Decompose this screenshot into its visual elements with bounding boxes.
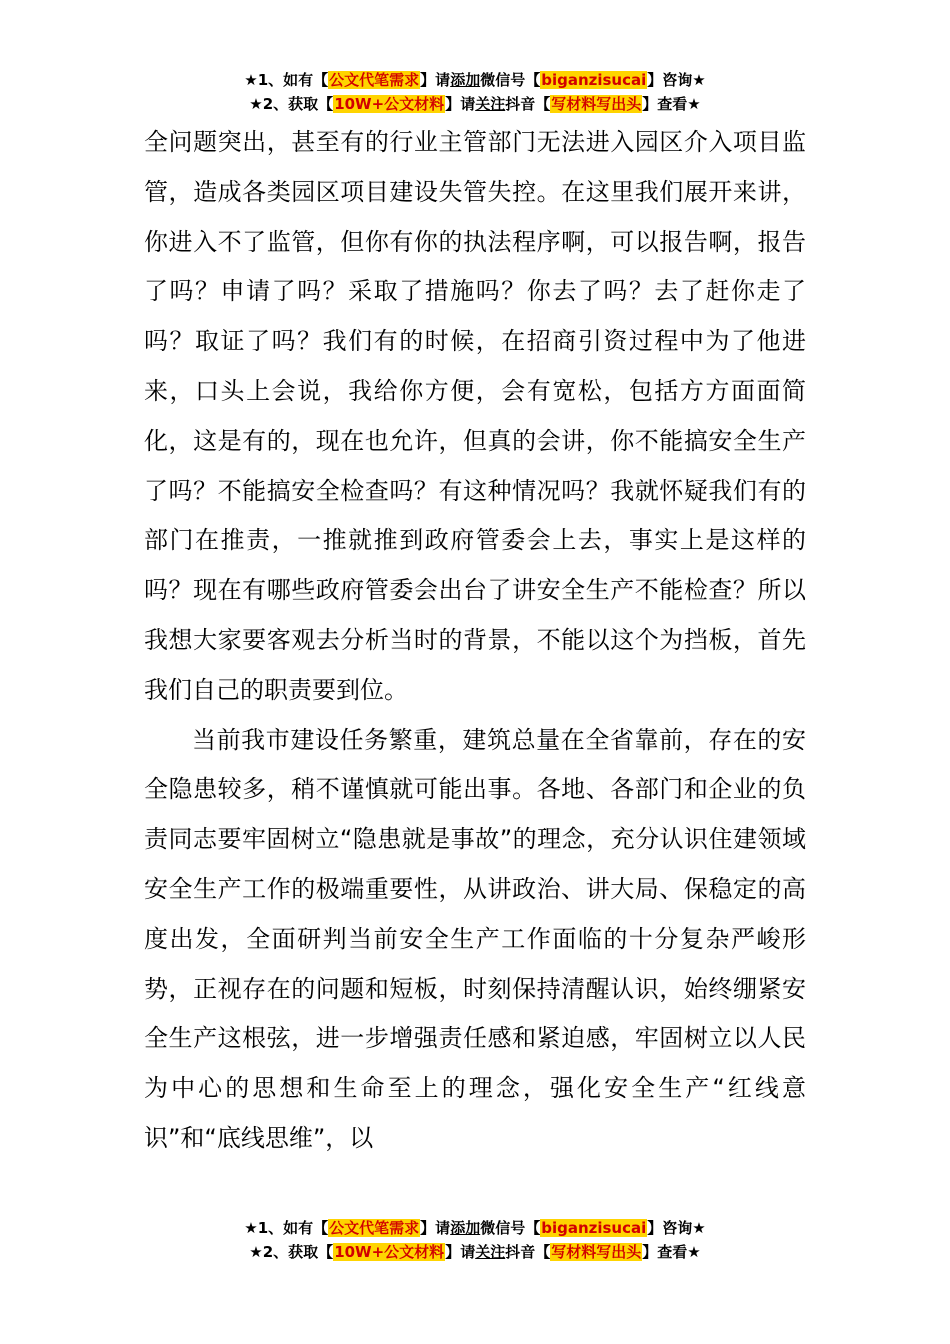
header-banner-line-1 [0,68,950,92]
banner-text: 】请 [445,1243,476,1261]
highlight-service: 公文代笔需求 [329,1219,420,1237]
highlight-wechat-id: biganzisucai [541,1219,647,1237]
banner-text: 抖音【 [505,95,551,113]
banner-text: 】咨询★ [647,71,706,89]
highlight-wechat-id: biganzisucai [541,71,647,89]
banner-text: 微信号【 [480,71,541,89]
banner-text: 微信号【 [480,1219,541,1237]
document-body [144,118,806,1164]
footer-banner-line-1 [0,1216,950,1240]
highlight-materials: 10W+公文材料 [334,95,445,113]
body-paragraph-2: 当前我市建设任务繁重，建筑总量在全省靠前，存在的安全隐患较多，稍不谨慎就可能出事。各地、各部门和企业的负责同志要牢固树立“隐患就是事故”的理念，充分认识住建领域安全生产工作的极端重要性，从讲政治、讲大局、保稳定的高度出发，全面研判当前安全生产工作面临的十分复杂严峻形势，正视存在的问题和短板，时刻保持清醒认识，始终绷紧安全生产这根弦，进一步增强责任感和紧迫感，牢固树立以人民为中心的思想和生命至上的理念，强化安全生产“红线意识”和“底线思维”，以 [144,725,806,1152]
underlined-text: 添加 [450,71,481,89]
banner-text: 】咨询★ [647,1219,706,1237]
banner-text: 】请 [420,71,451,89]
banner-text: 抖音【 [505,1243,551,1261]
highlight-service: 公文代笔需求 [329,71,420,89]
banner-text: 】查看★ [642,1243,701,1261]
banner-text: 】请 [420,1219,451,1237]
banner-text: ★2、获取【 [249,95,334,113]
footer-banner [0,1216,950,1264]
underlined-text: 添加 [450,1219,481,1237]
underlined-text: 关注 [475,95,506,113]
banner-text: 】请 [445,95,476,113]
header-banner-line-2 [0,92,950,116]
highlight-materials: 10W+公文材料 [334,1243,445,1261]
footer-banner-line-2 [0,1240,950,1264]
highlight-douyin-account: 写材料写出头 [551,95,642,113]
underlined-text: 关注 [475,1243,506,1261]
highlight-douyin-account: 写材料写出头 [551,1243,642,1261]
banner-text: ★2、获取【 [249,1243,334,1261]
banner-text: ★1、如有【 [244,1219,329,1237]
body-paragraph-1: 全问题突出，甚至有的行业主管部门无法进入园区介入项目监管，造成各类园区项目建设失管失控。在这里我们展开来讲，你进入不了监管，但你有你的执法程序啊，可以报告啊，报告了吗？申请了吗？采取了措施吗？你去了吗？去了赶你走了吗？取证了吗？我们有的时候，在招商引资过程中为了他进来，口头上会说，我给你方便，会有宽松，包括方方面面简化，这是有的，现在也允许，但真的会讲，你不能搞安全生产了吗？不能搞安全检查吗？有这种情况吗？我就怀疑我们有的部门在推责，一推就推到政府管委会上去，事实上是这样的吗？现在有哪些政府管委会出台了讲安全生产不能检查？所以我想大家要客观去分析当时的背景，不能以这个为挡板，首先我们自己的职责要到位。 [144,128,806,704]
banner-text: 】查看★ [642,95,701,113]
banner-text: ★1、如有【 [244,71,329,89]
header-banner [0,68,950,116]
